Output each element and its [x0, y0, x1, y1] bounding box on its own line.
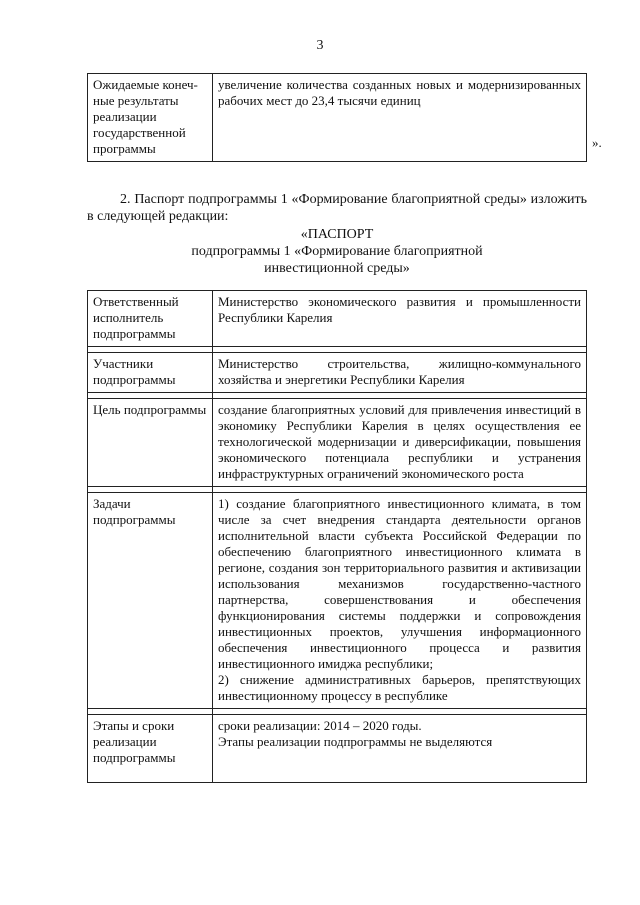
row-label: Этапы и сроки реализации подпрограммы [88, 715, 213, 783]
results-table [87, 73, 587, 162]
table-row [88, 493, 587, 709]
table-row [88, 715, 587, 783]
table-row [88, 399, 587, 487]
passport-heading [87, 226, 587, 277]
table-row [88, 291, 587, 347]
paragraph-text: 2. Паспорт подпрограммы 1 «Формирование благоприятной среды» изложить в следующей редакции: [87, 192, 587, 224]
heading-line-1: «ПАСПОРТ [300, 227, 374, 242]
passport-table [87, 290, 587, 783]
period-line: сроки реализации: 2014 – 2020 годы. [218, 718, 422, 733]
row-content [213, 493, 587, 709]
row-label: Участники подпрограммы [88, 353, 213, 393]
row-content: Министерство экономического развития и промышленности Республики Карелия [213, 291, 587, 347]
row-label: Цель подпрограммы [88, 399, 213, 487]
table-row [88, 353, 587, 393]
row-label: Ожидаемые конеч-ные результаты реализации государственной программы [88, 74, 213, 162]
task-2: 2) снижение административных барьеров, препятствующих инвестиционному процессу в республике [218, 672, 581, 703]
amendment-paragraph [87, 191, 587, 225]
row-content: Министерство строительства, жилищно-коммунального хозяйства и энергетики Республики Карелия [213, 353, 587, 393]
heading-line-2: подпрограммы 1 «Формирование благоприятной [191, 244, 483, 259]
row-content: увеличение количества созданных новых и модернизированных рабочих мест до 23,4 тысячи единиц [213, 74, 587, 162]
task-1: 1) создание благоприятного инвестиционного климата, в том числе за счет внедрения стандарта деятельности органов исполнительной власти субъекта Российской Федерации по обеспечению благоприятного инвестиционного климата в регионе, создания зон территориального развития и активизации использования механизмов государственно-частного партнерства, совершенствования и обеспечения функционирования системы поддержки и сопровождения инвестиционных проектов, улучшения информационного обеспечения инвестиционного процесса и развития инвестиционного имиджа республики; [218, 496, 581, 671]
stages-line: Этапы реализации подпрограммы не выделяются [218, 734, 493, 749]
heading-line-3: инвестиционной среды» [264, 261, 410, 276]
row-content [213, 715, 587, 783]
page-number: 3 [316, 38, 324, 53]
row-label: Ответственный исполнитель подпрограммы [88, 291, 213, 347]
table-row [88, 74, 587, 162]
row-content: создание благоприятных условий для привлечения инвестиций в экономику Республики Карелия в целях осуществления ее технологической модернизации и диверсификации, повышения экономического потенциала республики и устранения инфраструктурных ограничений экономического роста [213, 399, 587, 487]
row-label: Задачи подпрограммы [88, 493, 213, 709]
closing-quote: ». [592, 135, 602, 150]
